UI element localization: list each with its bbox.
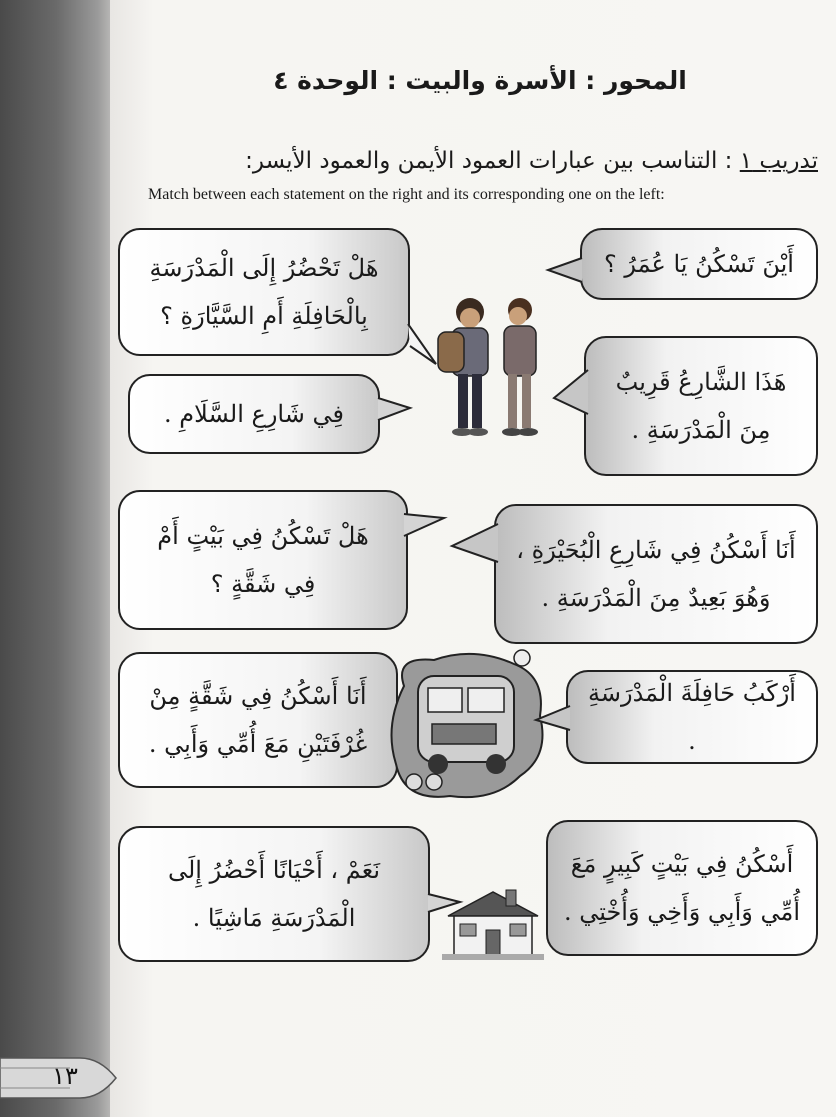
left-bubble-5[interactable] [118, 826, 430, 962]
bubble-line: مِنَ الْمَدْرَسَةِ . [631, 416, 771, 444]
right-bubble-1[interactable] [580, 228, 818, 300]
bubble-tail [374, 392, 414, 432]
exercise-instruction: Match between each statement on the right and its corresponding one on the left: [148, 186, 665, 203]
bubble-tail [448, 520, 500, 570]
bubble-line: نَعَمْ ، أَحْيَانًا أَحْضُرُ إِلَى [167, 856, 381, 884]
bubble-line: هَلْ تَحْضُرُ إِلَى الْمَدْرَسَةِ [149, 254, 379, 282]
left-bubble-3[interactable] [118, 490, 408, 630]
bubble-tail [532, 700, 572, 740]
page-title: المحور : الأسرة والبيت : الوحدة ٤ [273, 66, 687, 95]
bubble-line: بِالْحَافِلَةِ أَمِ السَّيَّارَةِ ؟ [160, 302, 368, 330]
left-bubble-2[interactable] [128, 374, 380, 454]
bubble-line: الْمَدْرَسَةِ مَاشِيًا . [192, 904, 356, 932]
bubble-line: أَرْكَبُ حَافِلَةَ الْمَدْرَسَةِ . [588, 679, 796, 755]
left-bubble-4[interactable] [118, 652, 398, 788]
bubble-line: هَذَا الشَّارِعُ قَرِيبٌ [615, 368, 787, 396]
bubble-line: أَنَا أَسْكُنُ فِي شَقَّةٍ مِنْ [149, 682, 367, 710]
school-bus-illustration [384, 646, 550, 806]
page-number: ١٣ [52, 1062, 78, 1090]
bubble-tail [400, 506, 448, 546]
right-bubble-4[interactable] [566, 670, 818, 764]
bubble-line: غُرْفَتَيْنِ مَعَ أُمِّي وَأَبِي . [148, 730, 368, 758]
two-boys-illustration [428, 290, 568, 440]
bubble-line: أَنَا أَسْكُنُ فِي شَارِعِ الْبُحَيْرَةِ ، [516, 536, 796, 564]
exercise-title [160, 148, 818, 174]
bubble-line: فِي شَارِعِ السَّلَامِ . [164, 400, 344, 428]
bubble-line: أَسْكُنُ فِي بَيْتٍ كَبِيرٍ مَعَ [570, 850, 794, 878]
book-spine-shadow [0, 0, 125, 1117]
bubble-line: أُمِّي وَأَبِي وَأَخِي وَأُخْتِي . [563, 898, 801, 926]
right-bubble-2[interactable] [584, 336, 818, 476]
right-bubble-5[interactable] [546, 820, 818, 956]
bubble-line: فِي شَقَّةٍ ؟ [210, 570, 316, 598]
exercise-title-text: : التناسب بين عبارات العمود الأيمن والعمود الأيسر: [245, 148, 740, 174]
bubble-line: أَيْنَ تَسْكُنُ يَا عُمَرُ ؟ [604, 250, 794, 278]
exercise-label: تدريب ١ [739, 148, 818, 174]
bubble-line: هَلْ تَسْكُنُ فِي بَيْتٍ أَمْ [157, 522, 369, 550]
bubble-tail [544, 252, 584, 292]
right-bubble-3[interactable] [494, 504, 818, 644]
bubble-line: وَهُوَ بَعِيدٌ مِنَ الْمَدْرَسَةِ . [541, 584, 771, 612]
house-illustration [440, 886, 546, 962]
left-bubble-1[interactable] [118, 228, 410, 356]
